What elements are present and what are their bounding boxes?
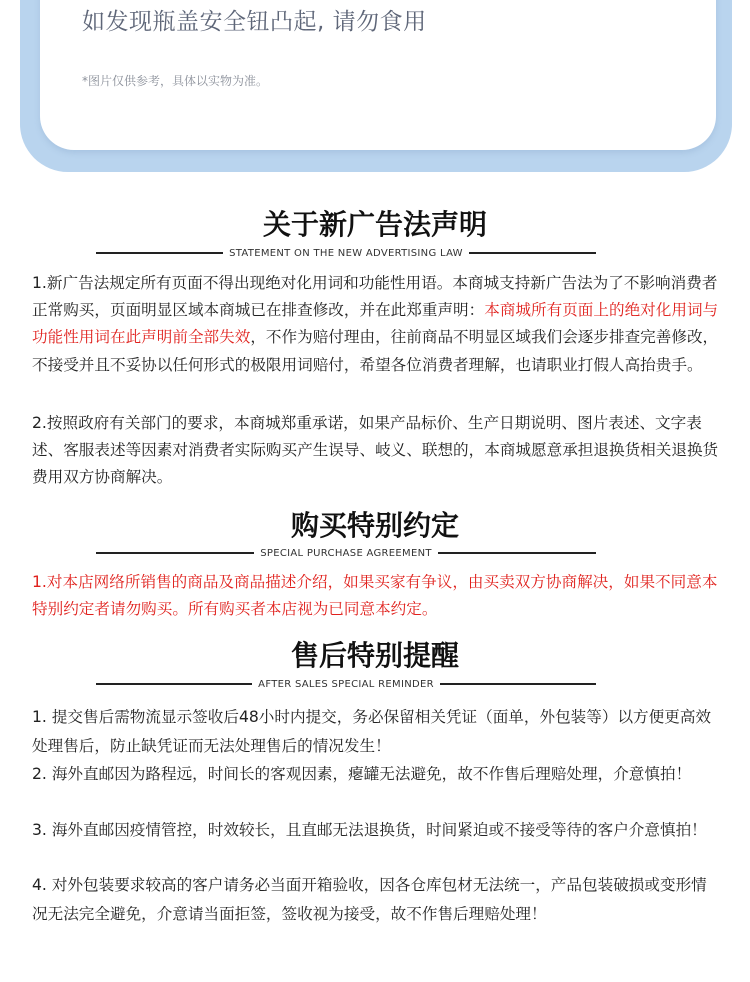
ad-law-p1-tail: ，不作为赔付理由，往前商品不明显区域我们会逐步排查完善修改，不接受并且不妥协以任何形式的极限用词赔付，希望各位消费者理解，也请职业打假人高抬贵手。	[32, 328, 719, 374]
ad-law-subtitle-row	[96, 246, 596, 260]
after-sales-subtitle: AFTER SALES SPECIAL REMINDER	[258, 678, 434, 690]
ad-law-title: 关于新广告法声明	[262, 208, 487, 241]
ad-law-p1-lead: 1.新广告法规定所有页面不得出现绝对化用词和功能性用语。本商城支持新广告法为了不影响消费者正常购买，页面明显区域本商城已在排查修改，并在此郑重声明：	[32, 274, 718, 320]
purchase-title: 购买特别约定	[290, 509, 459, 542]
divider-line-left	[96, 683, 252, 685]
image-reference-note: *图片仅供参考，具体以实物为准。	[82, 74, 269, 88]
after-sales-subtitle-row	[96, 677, 596, 691]
ad-law-p1-highlight: 本商城所有页面上的绝对化用词与功能性用词在此声明前全部失效	[32, 301, 719, 347]
after-sales-item-2: 2. 海外直邮因为路程远，时间长的客观因素，瘪罐无法避免，故不作售后理赔处理，介意慎拍！	[32, 765, 692, 783]
ad-law-paragraph-1	[32, 270, 722, 379]
divider-line-right	[438, 552, 596, 554]
after-sales-title: 售后特别提醒	[290, 639, 459, 672]
safety-warning-text: 如发现瓶盖安全钮凸起, 请勿食用	[82, 9, 427, 35]
after-sales-item-1: 1. 提交售后需物流显示签收后48小时内提交，务必保留相关凭证（面单，外包装等）以方便更高效处理售后，防止缺凭证而无法处理售后的情况发生！	[32, 708, 712, 755]
purchase-paragraph-1: 1.对本店网络所销售的商品及商品描述介绍，如果买家有争议，由买卖双方协商解决，如果不同意本特别约定者请勿购买。所有购买者本店视为已同意本约定。	[32, 573, 718, 619]
divider-line-right	[469, 252, 596, 254]
divider-line-left	[96, 552, 254, 554]
ad-law-subtitle: STATEMENT ON THE NEW ADVERTISING LAW	[229, 247, 463, 259]
divider-line-right	[440, 683, 596, 685]
ad-law-paragraph-2: 2.按照政府有关部门的要求，本商城郑重承诺，如果产品标价、生产日期说明、图片表述、文字表述、客服表述等因素对消费者实际购买产生误导、岐义、联想的，本商城愿意承担退换货相关退换货费用双方协商解决。	[32, 414, 719, 487]
after-sales-item-4: 4. 对外包装要求较高的客户请务必当面开箱验收，因各仓库包材无法统一，产品包装破损或变形情况无法完全避免，介意请当面拒签，签收视为接受，故不作售后理赔处理！	[32, 876, 707, 923]
purchase-subtitle: SPECIAL PURCHASE AGREEMENT	[260, 547, 432, 559]
after-sales-item-3: 3. 海外直邮因疫情管控，时效较长，且直邮无法退换货，时间紧迫或不接受等待的客户介意慎拍！	[32, 821, 707, 839]
divider-line-left	[96, 252, 223, 254]
purchase-subtitle-row	[96, 546, 596, 560]
